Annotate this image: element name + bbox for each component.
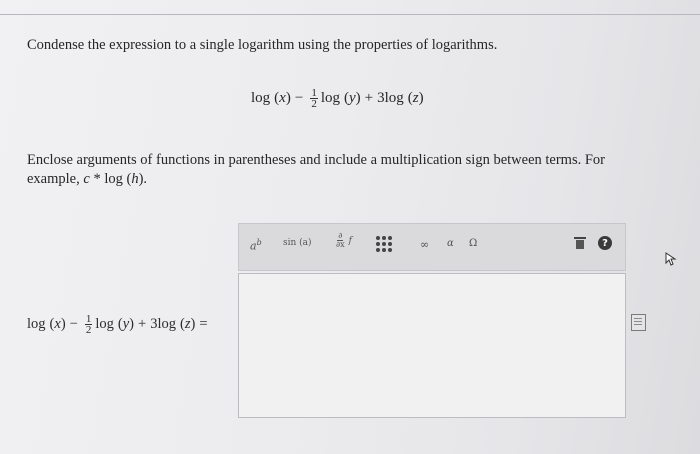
log-function: log	[320, 90, 340, 106]
omega-symbol-button[interactable]: Ω	[469, 238, 478, 249]
answer-input[interactable]	[238, 273, 626, 418]
notes-icon[interactable]	[631, 314, 647, 330]
arg-x: x	[279, 90, 286, 106]
log-function: log	[384, 90, 404, 106]
matrix-icon[interactable]	[376, 236, 392, 252]
arg-z: z	[412, 90, 419, 106]
greek-letters-button[interactable]: α	[447, 238, 454, 249]
given-expression: log ( x ) − $\frac{1}{2}$ log ( y ) + 3 log ( z )	[251, 87, 424, 110]
mouse-cursor-icon	[665, 252, 677, 266]
partial-derivative-button[interactable]: $\frac{\partial}{\partial x}$ f	[336, 231, 352, 249]
math-toolbar	[238, 223, 626, 271]
trig-function-button[interactable]: sin (a)	[283, 238, 312, 248]
plus-sign: +	[364, 90, 374, 106]
math-editor	[238, 223, 626, 418]
log-function: log	[251, 90, 271, 106]
superscript-button[interactable]: $a^b$	[250, 238, 262, 253]
infinity-button[interactable]: ∞	[420, 238, 430, 251]
coefficient: 3	[377, 90, 385, 106]
help-icon[interactable]: ?	[598, 236, 612, 250]
equals-sign: =	[199, 316, 208, 332]
answer-prompt-expression: log ( x ) − $\frac{1}{2}$ log ( y ) + 3 log ( z ) =	[27, 313, 208, 336]
one-half-fraction: $\frac{1}{2}$	[311, 87, 317, 110]
minus-sign: −	[294, 90, 304, 106]
top-divider	[0, 0, 700, 15]
trash-icon[interactable]	[575, 237, 585, 249]
question-text: Condense the expression to a single logarithm using the properties of logarithms.	[27, 37, 498, 53]
instructions-text: Enclose arguments of functions in parentheses and include a multiplication sign between terms. For example, c * log (h).	[27, 152, 605, 187]
arg-y: y	[348, 90, 356, 106]
